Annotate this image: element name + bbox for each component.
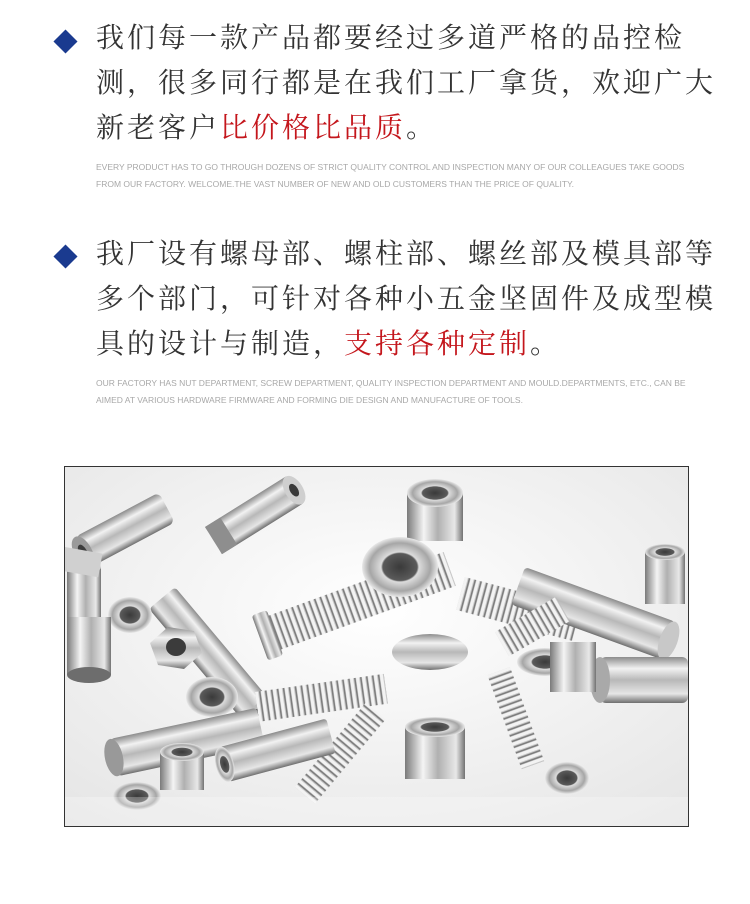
quality-paragraph — [96, 15, 716, 150]
bullet-diamond-icon — [53, 29, 77, 53]
departments-english-caption: OUR FACTORY HAS NUT DEPARTMENT, SCREW DEPARTMENT, QUALITY INSPECTION DEPARTMENT AND MOULD.DEPARTMENTS, ETC., CAN BE AIMED AT VARIOUS HARDWARE FIRMWARE AND FORMING DIE DESIGN AND MANUFACTURE OF TOOLS. — [96, 378, 686, 405]
departments-text-end: 。 — [530, 327, 562, 360]
departments-paragraph — [96, 231, 716, 366]
bullet-diamond-icon — [53, 244, 77, 268]
fasteners-product-photo — [64, 466, 689, 827]
quality-text-end: 。 — [406, 111, 438, 144]
quality-english-caption: EVERY PRODUCT HAS TO GO THROUGH DOZENS OF STRICT QUALITY CONTROL AND INSPECTION MANY OF OUR COLLEAGUES TAKE GOODS FROM OUR FACTORY. WELCOME.THE VAST NUMBER OF NEW AND OLD CUSTOMERS THAN THE PRICE OF QUALITY. — [96, 162, 685, 189]
quality-text: 我们每一款产品都要经过多道严格的品控检测，很多同行都是在我们工厂拿货，欢迎广大新老客户 — [96, 21, 717, 144]
fasteners-illustration — [65, 467, 688, 826]
departments-highlight: 支持各种定制 — [344, 327, 531, 360]
quality-highlight: 比价格比品质 — [220, 111, 407, 144]
departments-text: 我厂设有螺母部、螺柱部、螺丝部及模具部等多个部门，可针对各种小五金坚固件及成型模具的设计与制造， — [96, 237, 717, 360]
